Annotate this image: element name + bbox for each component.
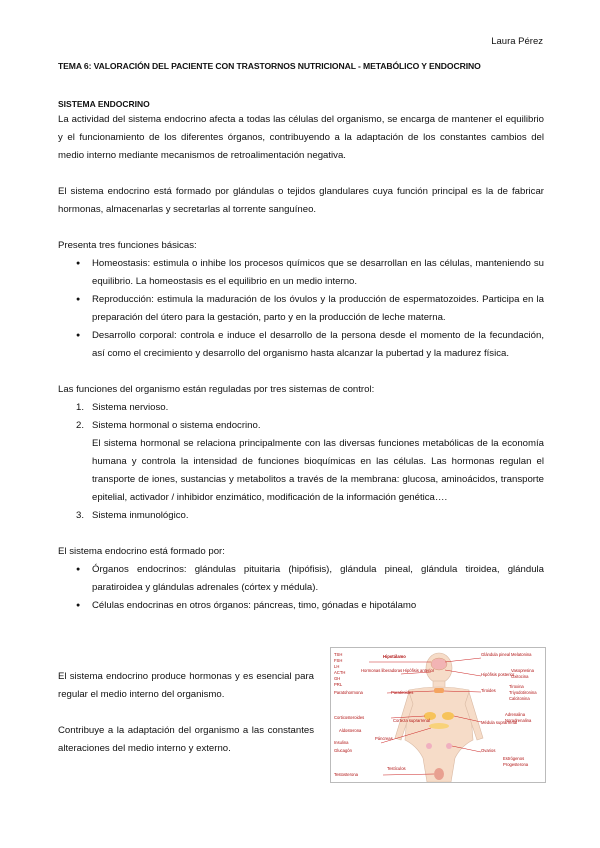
endocrine-system-figure (330, 647, 546, 783)
list-item-text: Sistema hormonal o sistema endocrino. (92, 420, 261, 431)
figure-label: Calcitonina (509, 696, 530, 701)
functions-list (58, 255, 544, 363)
figure-label: Médula suprarrenal (481, 720, 518, 725)
figure-label: GH (334, 676, 341, 681)
figure-label: Páncreas (375, 736, 393, 741)
figure-label: Corticosteroides (334, 715, 365, 720)
figure-label: Melatonina (511, 652, 532, 657)
thyroid-organ (434, 688, 444, 693)
figure-label: Adrenalina (505, 712, 526, 717)
pancreas-organ (429, 723, 449, 729)
list-number: 3. (76, 510, 85, 521)
list-item: ● Reproducción: estimula la maduración de los óvulos y la producción de espermatozoides. Participa en la preparación del útero para la gestación, parto y en la producción de leche materna. (58, 291, 544, 327)
figure-label: Insulina (334, 740, 349, 745)
figure-label: Paratohormona (334, 690, 363, 695)
list-item: ● Homeostasis: estimula o inhibe los procesos químicos que se desarrollan en las células, manteniendo su equilibrio. La homeostasis es el equilibrio en un medio interno. (58, 255, 544, 291)
list-number: 1. (76, 402, 85, 413)
endocrine-diagram (331, 648, 545, 782)
paragraph-composition: El sistema endocrino está formado por glándulas o tejidos glandulares cuya función principal es la de fabricar hormonas, almacenarlas y secretarlas al torrente sanguíneo. (58, 186, 544, 215)
figure-label: Paratiroides (391, 690, 414, 695)
figure-label: Triyodotironina (509, 690, 537, 695)
figure-label: Tiroides (481, 688, 496, 693)
list-item: ● Células endocrinas en otros órganos: páncreas, timo, gónadas e hipotálamo (58, 597, 544, 615)
formed-by-list (58, 561, 544, 615)
list-item: ● Desarrollo corporal: controla e induce el desarrollo de la persona desde el momento de la fecundación, así como el crecimiento y desarrollo del organismo hasta alcanzar la pubertad y la madurez física. (58, 327, 544, 363)
paragraph-functions-intro: Presenta tres funciones básicas: (58, 240, 197, 251)
testis-organ (434, 768, 444, 780)
figure-label: Glándula pineal (481, 652, 511, 657)
figure-label: ACTH (334, 670, 346, 675)
paragraph-adaptation (58, 722, 314, 758)
section-title: SISTEMA ENDOCRINO (58, 99, 150, 109)
list-item (58, 507, 544, 525)
list-item: ● Órganos endocrinos: glándulas pituitaria (hipófisis), glándula pineal, glándula tiroidea, glándula paratiroidea y glándulas adrenales (córtex y médula). (58, 561, 544, 597)
figure-label: Vasopresina (511, 668, 534, 673)
figure-label: Hipófisis anterior (403, 668, 435, 673)
paragraph-intro: La actividad del sistema endocrino afecta a todas las células del organismo, se encarga de mantener el equilibrio y el funcionamiento de los diferentes órganos, contribuyendo a la adaptación de los constantes cambios del medio interno mediante mecanismos de retroalimentación negativa. (58, 114, 544, 161)
paragraph-formed-by: El sistema endocrino está formado por: (58, 546, 225, 557)
adrenal-organ (442, 712, 454, 720)
figure-label: Tiroxina (509, 684, 524, 689)
control-systems-list (58, 399, 544, 525)
figure-label: TSH (334, 652, 343, 657)
figure-label: Noradrenalina (505, 718, 532, 723)
author-header: Laura Pérez (491, 36, 543, 47)
figure-label: Testículos (387, 766, 406, 771)
figure-label: Estrógenos (503, 756, 525, 761)
ovary-organ (446, 743, 452, 749)
paragraph-hormones-text: El sistema endocrino produce hormonas y es esencial para regular el medio interno del organismo. (58, 671, 314, 700)
list-item (58, 399, 544, 417)
figure-label: Ovarios (481, 748, 496, 753)
document-body (58, 97, 544, 615)
page-title: TEMA 6: VALORACIÓN DEL PACIENTE CON TRASTORNOS NUTRICIONAL - METABÓLICO Y ENDOCRINO (58, 61, 481, 71)
list-item-text: Sistema nervioso. (92, 402, 169, 413)
figure-label: FSH (334, 658, 343, 663)
figure-label: Hipófisis posterior (481, 672, 515, 677)
paragraph-hormones (58, 668, 314, 704)
figure-label: Oxitocina (511, 674, 529, 679)
figure-label: Progesterona (503, 762, 529, 767)
paragraph-control-intro: Las funciones del organismo están reguladas por tres sistemas de control: (58, 384, 375, 395)
paragraph-adaptation-text: Contribuye a la adaptación del organismo a las constantes alteraciones del medio interno y externo. (58, 725, 314, 754)
list-item-text: Sistema inmunológico. (92, 510, 189, 521)
figure-label: Testosterona (334, 772, 358, 777)
ovary-organ (426, 743, 432, 749)
figure-label: Hormonas liberadoras (361, 668, 403, 673)
figure-label: Glucagón (334, 748, 352, 753)
list-item (58, 417, 544, 507)
figure-label: PRL (334, 682, 343, 687)
list-item-detail: El sistema hormonal se relaciona principalmente con las diversas funciones metabólicas de la economía humana y controla la intensidad de funciones bioquímicas en las células. Las hormonas regulan el transporte de iones, sustancias y metabolitos a través de la membrana: glucosa, aminoácidos, transporte epitelial, activador / inhibidor enzimático, modificación de la información genética…. (92, 438, 544, 503)
list-number: 2. (76, 420, 85, 431)
figure-label: Aldosterona (339, 728, 362, 733)
figure-label: Hipotálamo (383, 654, 406, 659)
figure-label: LH (334, 664, 340, 669)
figure-label: Corteza suprarrenal (393, 718, 431, 723)
